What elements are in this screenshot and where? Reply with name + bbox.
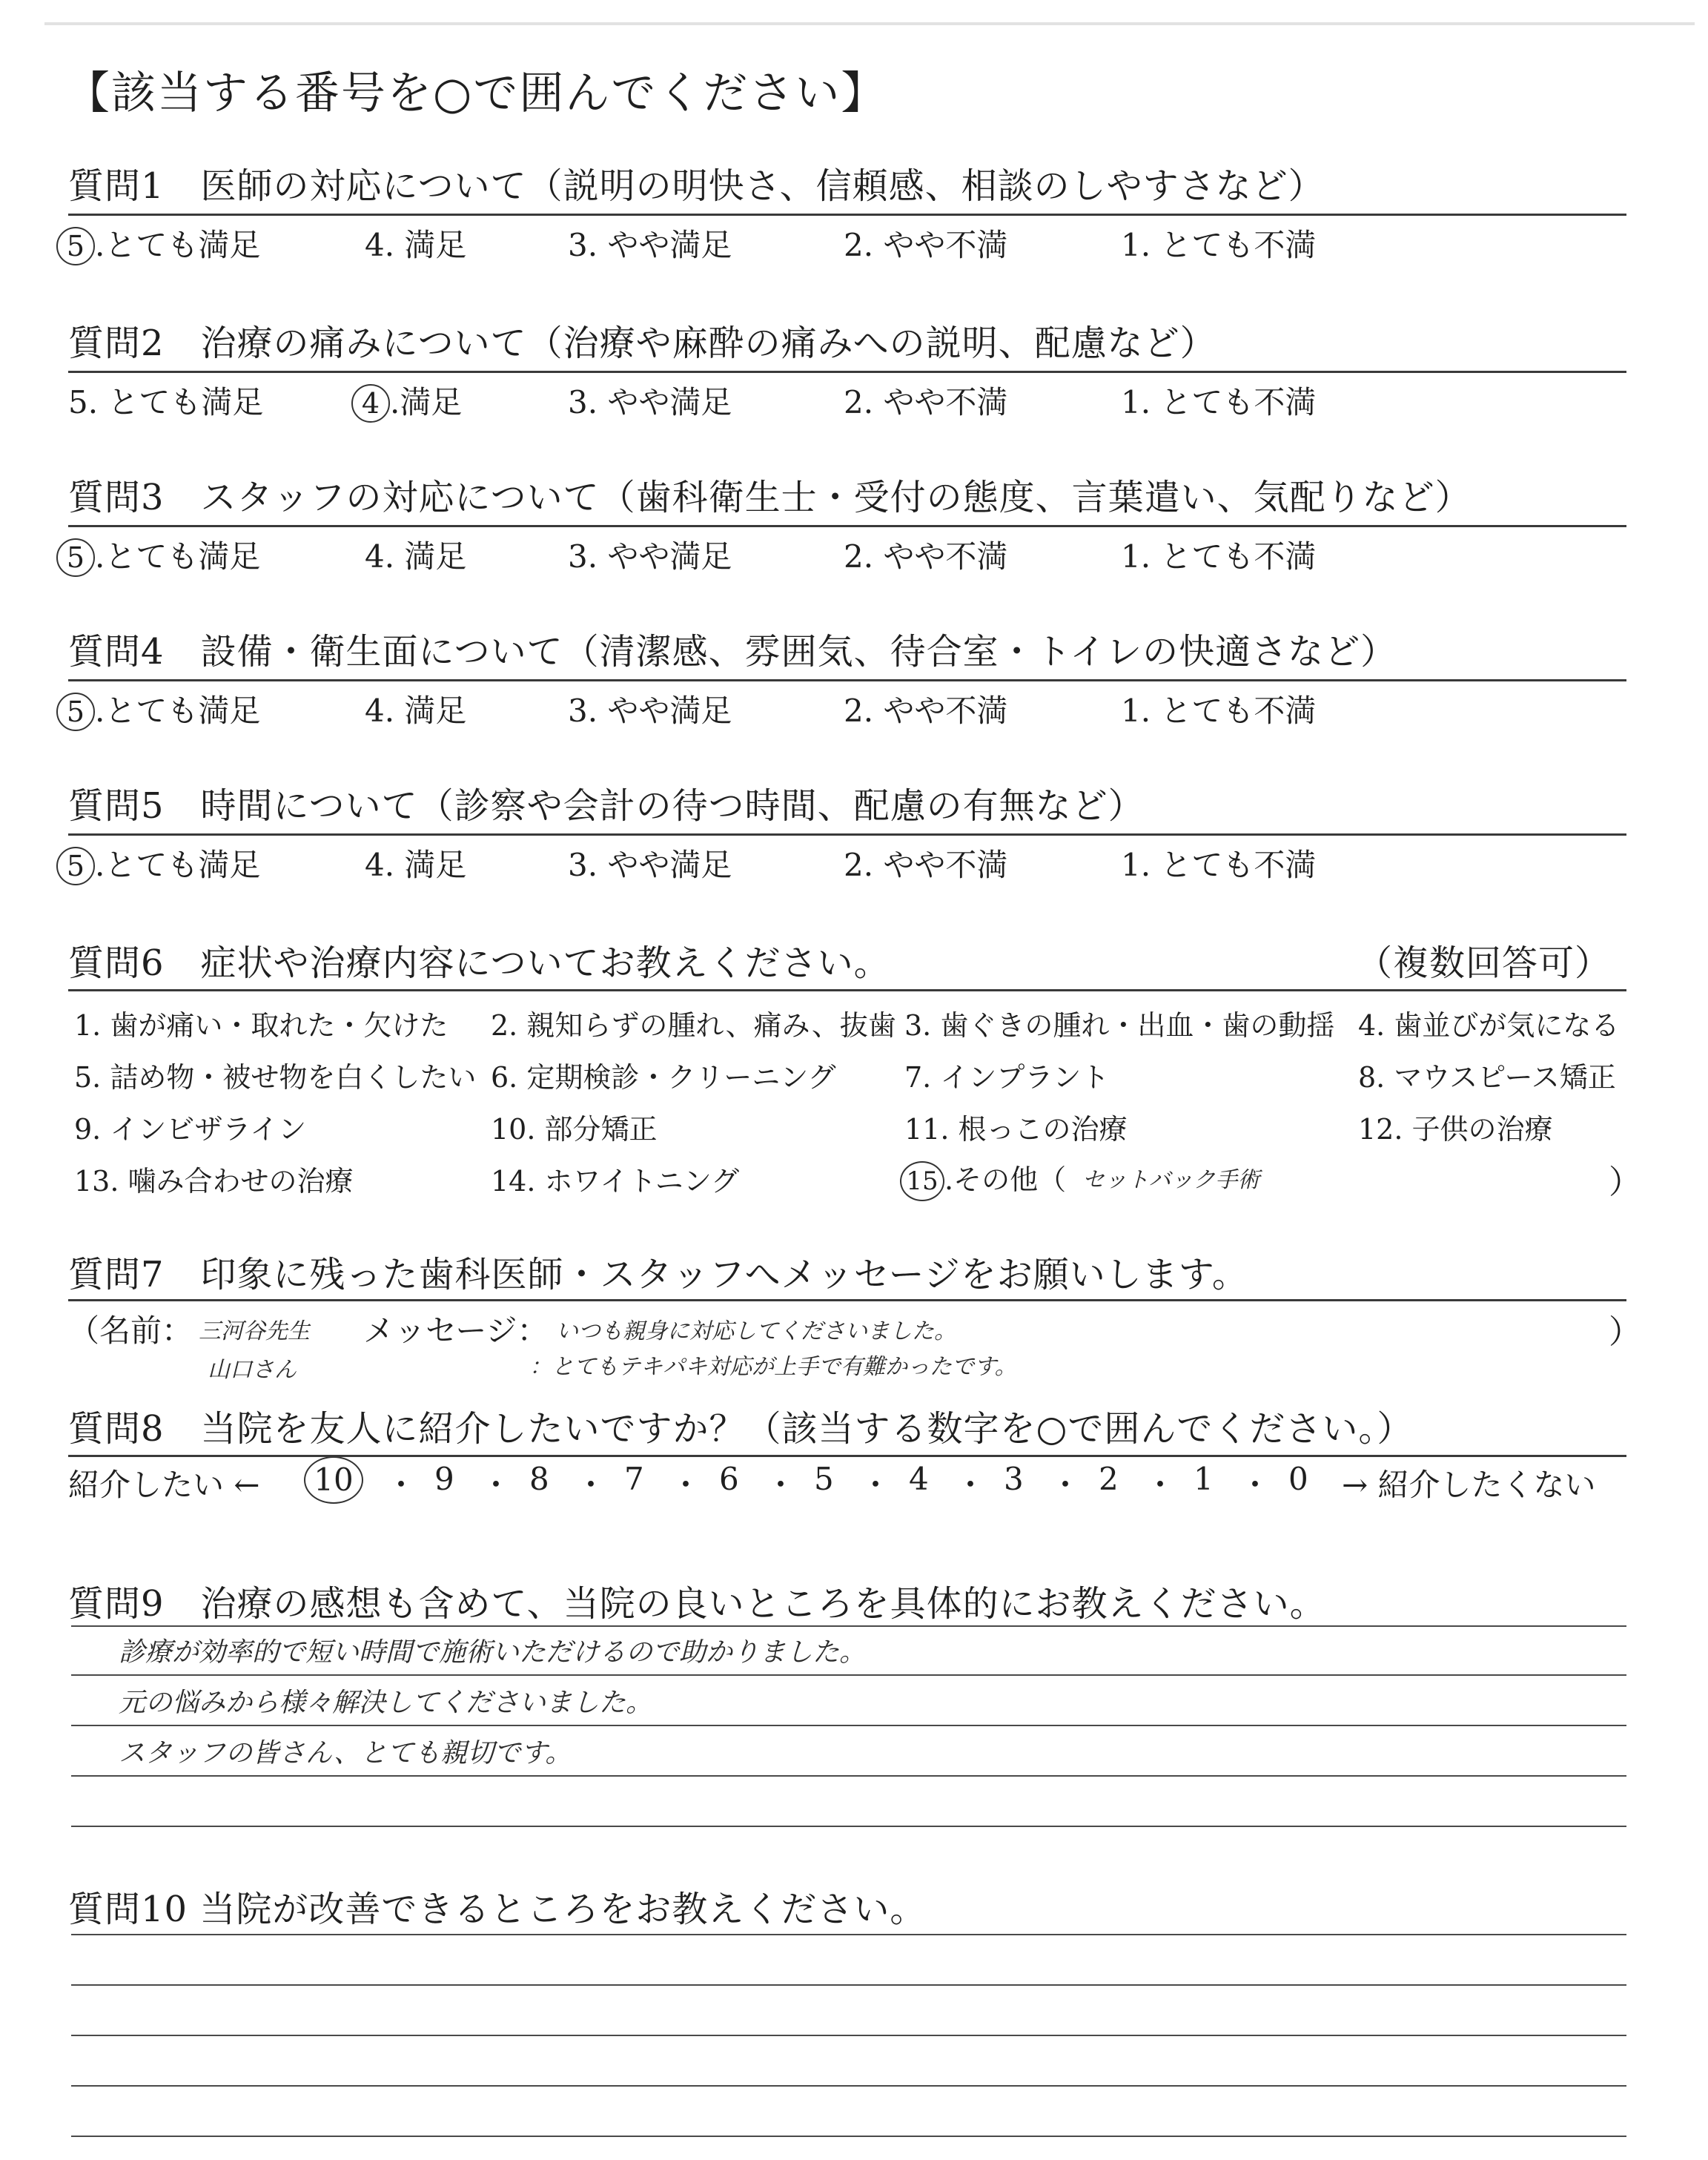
q5-option-5[interactable]: 5 .とても満足: [59, 841, 260, 885]
q3-option-1[interactable]: 1. とても不満: [1121, 538, 1317, 575]
q7-message-1[interactable]: いつも親身に対応してくださいました。: [556, 1318, 956, 1344]
q4-rule: [68, 679, 1626, 681]
q1-option-2[interactable]: 2. やや不満: [844, 227, 1008, 263]
q6-option-12[interactable]: 12. 子供の治療: [1358, 1113, 1553, 1146]
q7-close-paren: ）: [1609, 1313, 1641, 1351]
q8-left-label: 紹介したい ←: [68, 1467, 260, 1503]
q9-answer-3[interactable]: スタッフの皆さん、とても親切です。: [119, 1738, 572, 1768]
q6-option-13[interactable]: 13. 噛み合わせの治療: [74, 1165, 354, 1198]
q5-option-3[interactable]: 3. やや満足: [568, 847, 732, 883]
q3-option-2[interactable]: 2. やや不満: [844, 538, 1008, 575]
q4-option-4[interactable]: 4. 満足: [365, 693, 467, 729]
q6-option-14[interactable]: 14. ホワイトニング: [491, 1165, 740, 1198]
q5-option-4[interactable]: 4. 満足: [365, 847, 467, 883]
q9-line-5: [71, 1826, 1626, 1827]
q7-message-label: メッセージ：: [363, 1312, 549, 1349]
q10-line-2: [71, 1984, 1626, 1986]
q6-option-9[interactable]: 9. インビザライン: [74, 1113, 307, 1146]
q6-option-10[interactable]: 10. 部分矯正: [491, 1113, 658, 1146]
q7-name-label: （名前：: [68, 1312, 193, 1349]
q3-title: 質問3 スタッフの対応について（歯科衛生士・受付の態度、言葉遣い、気配りなど）: [68, 477, 1472, 518]
q8-selected-circle[interactable]: 10: [304, 1456, 363, 1504]
q10-line-3: [71, 2035, 1626, 2036]
q8-scale-9[interactable]: 9: [434, 1461, 454, 1497]
q8-rule: [68, 1455, 1626, 1457]
instruction-header: 【該当する番号を○で囲んでください】: [65, 67, 887, 119]
q6-close-paren: ）: [1609, 1163, 1641, 1201]
q2-option-5[interactable]: 5. とても満足: [68, 384, 264, 420]
q6-title: 質問6 症状や治療内容についてお教えください。: [68, 942, 890, 984]
q9-line-3: [71, 1725, 1626, 1726]
q8-scale-0[interactable]: 0: [1288, 1461, 1308, 1497]
q4-option-3[interactable]: 3. やや満足: [568, 693, 732, 729]
q2-option-4[interactable]: 4 .満足: [354, 378, 462, 423]
q2-selected-circle: 4: [351, 384, 390, 423]
q3-option-4[interactable]: 4. 満足: [365, 538, 467, 575]
q8-title: 質問8 当院を友人に紹介したいですか？（該当する数字を○で囲んでください。）: [68, 1408, 1414, 1450]
q8-scale-5[interactable]: 5: [814, 1461, 834, 1497]
q2-option-2[interactable]: 2. やや不満: [844, 384, 1008, 420]
q6-option-4[interactable]: 4. 歯並びが気になる: [1358, 1009, 1620, 1042]
q6-option-5[interactable]: 5. 詰め物・被せ物を白くしたい: [74, 1061, 477, 1094]
q8-scale-8[interactable]: 8: [529, 1461, 549, 1497]
q4-option-2[interactable]: 2. やや不満: [844, 693, 1008, 729]
q9-line-1: [71, 1625, 1626, 1627]
q5-option-2[interactable]: 2. やや不満: [844, 847, 1008, 883]
q10-title: 質問10 当院が改善できるところをお教えください。: [68, 1889, 927, 1930]
q6-option-8[interactable]: 8. マウスピース矯正: [1358, 1061, 1616, 1094]
q3-selected-circle: 5: [56, 538, 95, 577]
q6-other-handwritten[interactable]: セットバック手術: [1082, 1167, 1260, 1193]
q5-title: 質問5 時間について（診察や会計の待つ時間、配慮の有無など）: [68, 785, 1145, 827]
q6-option-1[interactable]: 1. 歯が痛い・取れた・欠けた: [74, 1009, 448, 1042]
q5-option-1[interactable]: 1. とても不満: [1121, 847, 1317, 883]
q2-option-3[interactable]: 3. やや満足: [568, 384, 732, 420]
q8-scale-6[interactable]: 6: [719, 1461, 739, 1497]
q6-rule: [68, 989, 1626, 991]
q8-scale-3[interactable]: 3: [1004, 1461, 1024, 1497]
q6-selected-circle: 15: [900, 1161, 944, 1201]
page-top-edge: [44, 22, 1695, 25]
q10-line-5: [71, 2136, 1626, 2137]
q7-name-2[interactable]: 山口さん: [208, 1357, 297, 1383]
q10-line-4: [71, 2085, 1626, 2087]
q4-selected-circle: 5: [56, 693, 95, 731]
q7-message-2[interactable]: ：とてもテキパキ対応が上手で有難かったです。: [529, 1354, 1017, 1380]
q2-option-1[interactable]: 1. とても不満: [1121, 384, 1317, 420]
q4-option-5[interactable]: 5 .とても満足: [59, 687, 260, 731]
q6-option-7[interactable]: 7. インプラント: [904, 1061, 1110, 1094]
q1-option-4[interactable]: 4. 満足: [365, 227, 467, 263]
q3-rule: [68, 525, 1626, 527]
q4-title: 質問4 設備・衛生面について（清潔感、雰囲気、待合室・トイレの快適さなど）: [68, 631, 1397, 673]
q2-title: 質問2 治療の痛みについて（治療や麻酔の痛みへの説明、配慮など）: [68, 323, 1217, 364]
q1-option-5[interactable]: 5 .とても満足: [59, 221, 260, 265]
q6-option-15[interactable]: 15 .その他（: [900, 1157, 1066, 1201]
q5-selected-circle: 5: [56, 847, 95, 885]
q7-title: 質問7 印象に残った歯科医師・スタッフへメッセージをお願いします。: [68, 1254, 1248, 1295]
q8-right-label: → 紹介したくない: [1342, 1467, 1596, 1503]
q8-scale-4[interactable]: 4: [909, 1461, 929, 1497]
q10-line-1: [71, 1934, 1626, 1935]
q7-rule: [68, 1299, 1626, 1301]
q9-answer-2[interactable]: 元の悩みから様々解決してくださいました。: [119, 1688, 653, 1718]
q1-selected-circle: 5: [56, 227, 95, 265]
q8-scale-2[interactable]: 2: [1099, 1461, 1119, 1497]
q6-option-2[interactable]: 2. 親知らずの腫れ、痛み、抜歯: [491, 1009, 896, 1042]
q9-line-2: [71, 1674, 1626, 1676]
q6-option-11[interactable]: 11. 根っこの治療: [904, 1113, 1128, 1146]
q8-scale-7[interactable]: 7: [624, 1461, 644, 1497]
q3-option-5[interactable]: 5 .とても満足: [59, 532, 260, 577]
q1-rule: [68, 214, 1626, 216]
q4-option-1[interactable]: 1. とても不満: [1121, 693, 1317, 729]
q6-option-6[interactable]: 6. 定期検診・クリーニング: [491, 1061, 836, 1094]
q9-title: 質問9 治療の感想も含めて、当院の良いところを具体的にお教えください。: [68, 1583, 1326, 1625]
q2-rule: [68, 371, 1626, 373]
q3-option-3[interactable]: 3. やや満足: [568, 538, 732, 575]
q1-option-3[interactable]: 3. やや満足: [568, 227, 732, 263]
q5-rule: [68, 833, 1626, 836]
q7-name-1[interactable]: 三河谷先生: [199, 1318, 310, 1344]
q9-answer-1[interactable]: 診療が効率的で短い時間で施術いただけるので助かりました。: [119, 1637, 867, 1668]
q8-scale-1[interactable]: 1: [1194, 1461, 1214, 1497]
q1-option-1[interactable]: 1. とても不満: [1121, 227, 1317, 263]
q6-multiple-note: （複数回答可）: [1357, 942, 1612, 984]
q9-line-4: [71, 1775, 1626, 1777]
q1-title: 質問1 医師の対応について（説明の明快さ、信頼感、相談のしやすさなど）: [68, 165, 1325, 207]
q6-option-3[interactable]: 3. 歯ぐきの腫れ・出血・歯の動揺: [904, 1009, 1335, 1042]
